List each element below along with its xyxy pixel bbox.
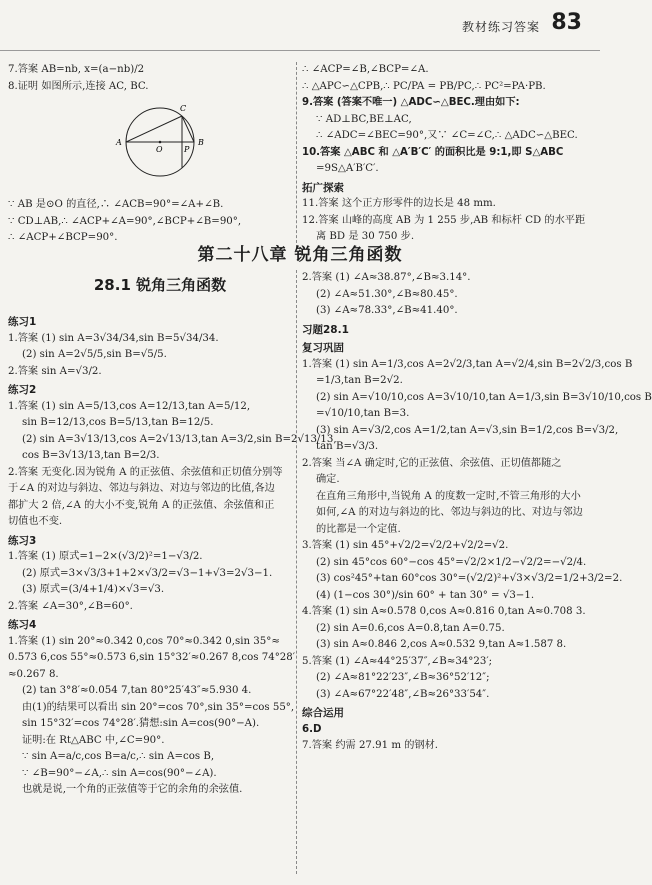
answer-line: 2.答案 ∠A=30°,∠B=60°. <box>8 600 133 612</box>
answer-line: 0.573 6,cos 55°≈0.573 6,sin 15°32′≈0.267 8,cos 74°28′ <box>8 652 296 663</box>
answer-line: (3) cos²45°+tan 60°cos 30°=(√2/2)²+√3×√3/2=1/2+3/2=2. <box>316 573 623 584</box>
page-number: 83 <box>551 10 582 35</box>
exercise-heading: 练习2 <box>8 384 37 396</box>
answer-10: 10.答案 △ABC 和 △A′B′C′ 的面积比是 9:1,即 S△ABC <box>302 146 564 158</box>
answer-line: (2) ∠A≈51.30°,∠B≈80.45°. <box>316 288 458 300</box>
answer-line: 1.答案 (1) sin A=1/3,cos A=2√2/3,tan A=√2/4,sin B=2√2/3,cos B <box>302 358 633 370</box>
label-o: O <box>156 145 163 154</box>
label-a: A <box>116 138 122 147</box>
proof-line-3: ∴ ∠ACP+∠BCP=90°. <box>8 232 118 243</box>
answer-line: (2) sin 45°cos 60°−cos 45°=√2/2×1/2−√2/2=−√2/4. <box>316 556 587 568</box>
answer-line: sin B=12/13,cos B=5/13,tan B=12/5. <box>22 417 214 428</box>
answer-line: (2) ∠A≈81°22′23″,∠B≈36°52′12″; <box>316 672 490 683</box>
exercise-heading: 综合运用 <box>302 707 344 719</box>
answer-line: 1.答案 (1) sin A=3√34/34,sin B=5√34/34. <box>8 332 219 344</box>
answer-line: 2.答案 无变化.因为锐角 A 的正弦值、余弦值和正切值分别等 <box>8 466 283 478</box>
answer-line: cos B=3√13/13,tan B=2/3. <box>22 450 160 461</box>
exercise-heading: 练习4 <box>8 619 37 631</box>
answer-line: 7.答案 约需 27.91 m 的钢材. <box>302 740 439 751</box>
answer-12: 12.答案 山峰的高度 AB 为 1 255 步,AB 和标杆 CD 的水平距 <box>302 214 586 226</box>
answer-line: 也就是说,一个角的正弦值等于它的余角的余弦值. <box>22 784 243 795</box>
answer-9: 9.答案 (答案不唯一) △ADC∽△BEC.理由如下: <box>302 97 520 108</box>
answer-11: 11.答案 这个正方形零件的边长是 48 mm. <box>302 198 496 209</box>
answer-line: 3.答案 (1) sin 45°+√2/2=√2/2+√2/2=√2. <box>302 540 509 551</box>
answer-line: (3) 原式=(3/4+1/4)×√3=√3. <box>22 584 165 595</box>
label-p: P <box>184 145 190 154</box>
answer-line: 的比都是一个定值. <box>316 523 401 535</box>
chapter-title: 第二十八章 锐角三角函数 <box>197 245 403 265</box>
answer-line: 在直角三角形中,当锐角 A 的度数一定时,不管三角形的大小 <box>316 490 581 502</box>
proof-line-1: ∵ AB 是⊙O 的直径,∴ ∠ACB=90°=∠A+∠B. <box>8 199 224 210</box>
answer-line: 1.答案 (1) sin A=5/13,cos A=12/13,tan A=5/12, <box>8 400 251 412</box>
label-b: B <box>198 138 204 147</box>
answer-line: 6.D <box>302 723 322 735</box>
answer-line: (3) sin A=√3/2,cos A=1/2,tan A=√3,sin B=1/2,cos B=√3/2, <box>316 424 619 436</box>
exercise-heading: 练习1 <box>8 316 37 328</box>
circle-diagram <box>110 100 210 180</box>
answer-line: 切值也不变. <box>8 516 63 527</box>
tr-line: ∴ ∠ADC=∠BEC=90°,又∵ ∠C=∠C,∴ △ADC∽△BEC. <box>316 130 578 141</box>
label-c: C <box>180 104 187 113</box>
answer-line: 如何,∠A 的对边与斜边的比、邻边与斜边的比、对边与邻边 <box>316 507 583 518</box>
tr-line: 离 BD 是 30 750 步. <box>316 231 415 242</box>
answer-line: 4.答案 (1) sin A≈0.578 0,cos A≈0.816 0,tan A≈0.708 3. <box>302 606 586 617</box>
answer-line: (2) sin A=0.6,cos A=0.8,tan A=0.75. <box>316 622 505 634</box>
exercise-heading: 复习巩固 <box>302 342 344 354</box>
column-divider-main <box>296 270 297 874</box>
answer-line: (3) ∠A≈78.33°,∠B≈41.40°. <box>316 305 458 316</box>
answer-line: 1.答案 (1) 原式=1−2×(√3/2)²=1−√3/2. <box>8 551 203 562</box>
answer-line: (3) sin A≈0.846 2,cos A≈0.532 9,tan A≈1.587 8. <box>316 639 567 650</box>
column-divider-top <box>296 62 297 248</box>
answer-line: =1/3,tan B=2√2. <box>316 375 403 386</box>
answer-line: (2) sin A=√10/10,cos A=3√10/10,tan A=1/3,sin B=3√10/10,cos B <box>316 391 652 403</box>
answer-line: sin 15°32′=cos 74°28′.猜想:sin A=cos(90°−A). <box>22 718 260 729</box>
proof-line-2: ∵ CD⊥AB,∴ ∠ACP+∠A=90°,∠BCP+∠B=90°, <box>8 215 242 227</box>
answer-line: (2) 原式=3×√3/3+1+2×√3/2=√3−1+√3=2√3−1. <box>22 567 273 579</box>
answer-line: (3) ∠A≈67°22′48″,∠B≈26°33′54″. <box>316 688 490 700</box>
answer-line: 2.答案 当∠A 确定时,它的正弦值、余弦值、正切值都随之 <box>302 457 562 469</box>
answer-line: 2.答案 sin A=√3/2. <box>8 365 102 377</box>
proof-8: 8.证明 如图所示,连接 AC, BC. <box>8 80 149 92</box>
answer-line: 1.答案 (1) sin 20°≈0.342 0,cos 70°≈0.342 0,sin 35°≈ <box>8 635 280 647</box>
answer-line: (4) (1−cos 30°)/sin 60° + tan 30° = √3−1. <box>316 589 535 601</box>
extension-heading: 拓广探索 <box>302 181 344 194</box>
answer-line: 证明:在 Rt△ABC 中,∠C=90°. <box>22 734 165 746</box>
main-right-column <box>302 270 652 755</box>
tr-line: ∴ ∠ACP=∠B,∠BCP=∠A. <box>302 64 429 75</box>
answer-line: 都扩大 2 倍,∠A 的大小不变,锐角 A 的正弦值、余弦值和正 <box>8 499 275 511</box>
answer-line: 5.答案 (1) ∠A≈44°25′37″,∠B≈34°23′; <box>302 655 493 667</box>
answer-line: ∵ ∠B=90°−∠A,∴ sin A=cos(90°−∠A). <box>22 767 217 779</box>
answer-line: (2) sin A=2√5/5,sin B=√5/5. <box>22 349 167 360</box>
answer-line: =√10/10,tan B=3. <box>316 408 410 419</box>
answer-line: 2.答案 (1) ∠A≈38.87°,∠B≈3.14°. <box>302 272 471 283</box>
answer-line: ≈0.267 8. <box>8 668 59 680</box>
tr-line: =9S△A′B′C′. <box>316 163 379 174</box>
exercise-heading: 习题28.1 <box>302 323 349 336</box>
header-crumb: 教材练习答案 <box>461 20 540 34</box>
page-header <box>0 6 600 51</box>
answer-line: (2) sin A=3√13/13,cos A=2√13/13,tan A=3/2,sin B=2√13/13, <box>22 433 337 445</box>
answer-line: ∵ sin A=a/c,cos B=a/c,∴ sin A=cos B, <box>22 751 215 762</box>
answer-line: 于∠A 的对边与斜边、邻边与斜边、对边与邻边的比值,各边 <box>8 483 275 494</box>
answer-7: 7.答案 AB=nb, x=(a−nb)/2 <box>8 64 145 75</box>
top-right-column <box>302 62 592 246</box>
answer-line: (2) tan 3°8′≈0.054 7,tan 80°25′43″≈5.930 4. <box>22 685 252 696</box>
section-title: 28.1 锐角三角函数 <box>93 276 227 294</box>
answer-line: 确定. <box>316 474 340 485</box>
exercise-heading: 练习3 <box>8 534 37 547</box>
answer-line: 由(1)的结果可以看出 sin 20°=cos 70°,sin 35°=cos 55°, <box>22 701 295 713</box>
tr-line: ∴ △APC∽△CPB,∴ PC/PA = PB/PC,∴ PC²=PA·PB. <box>302 80 546 92</box>
answer-line: tan B=√3/3. <box>316 441 379 452</box>
tr-line: ∵ AD⊥BC,BE⊥AC, <box>316 113 412 125</box>
